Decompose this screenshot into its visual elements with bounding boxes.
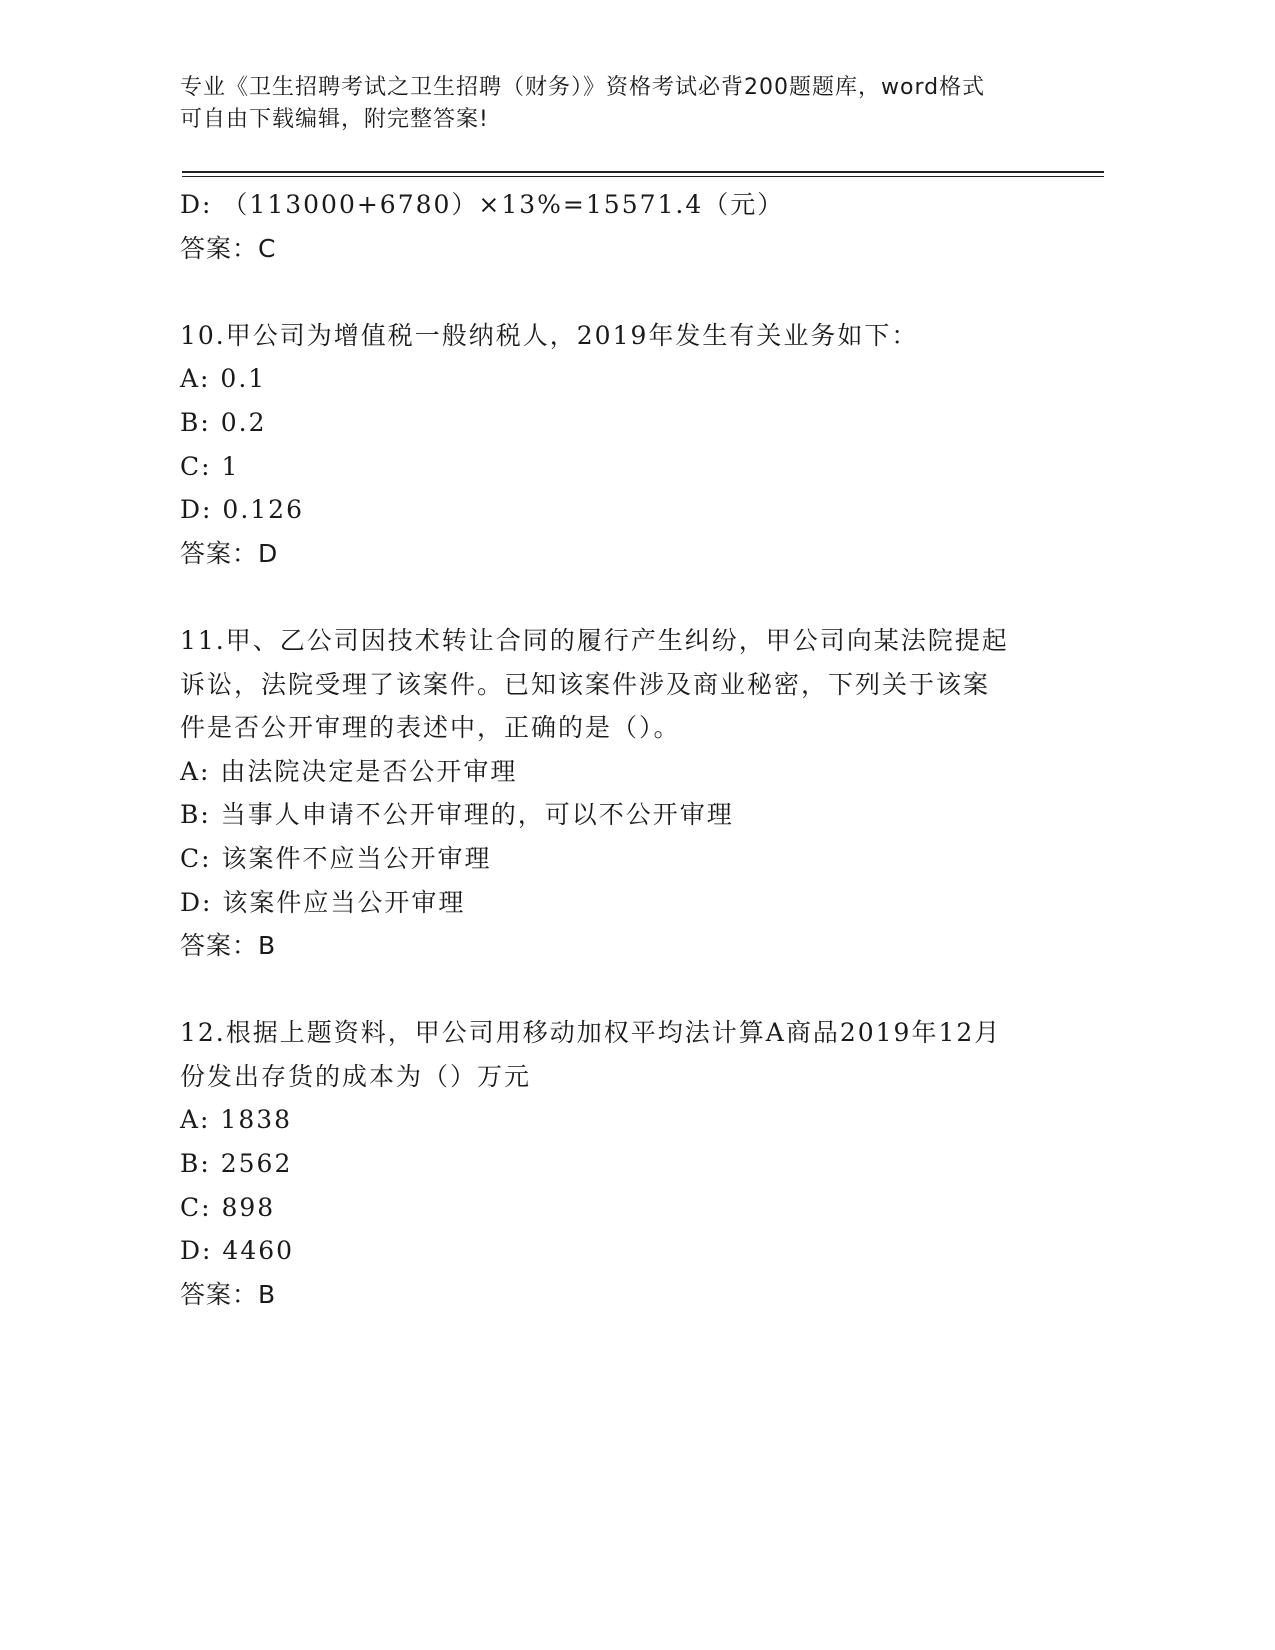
spacer xyxy=(180,575,1080,619)
option-c: C: 该案件不应当公开审理 xyxy=(180,843,492,873)
option-a: A: 由法院决定是否公开审理 xyxy=(180,756,518,786)
question-stem-line-3: 件是否公开审理的表述中，正确的是（）。 xyxy=(180,713,681,743)
question-stem: 10.甲公司为增值税一般纳税人，2019年发生有关业务如下： xyxy=(180,320,919,350)
option-c: C: 1 xyxy=(180,451,240,481)
option-b: B: 2562 xyxy=(180,1149,293,1179)
prev-option-d: D: （113000+6780）×13%=15571.4（元） xyxy=(180,190,785,219)
option-b: B: 当事人申请不公开审理的，可以不公开审理 xyxy=(180,800,734,830)
spacer xyxy=(180,968,1080,1012)
question-stem-line-2: 诉讼，法院受理了该案件。已知该案件涉及商业秘密，下列关于该案 xyxy=(180,669,991,699)
spacer xyxy=(180,270,1080,314)
option-a: A: 1838 xyxy=(180,1105,293,1135)
answer: 答案：D xyxy=(180,538,279,568)
option-d: D: 0.126 xyxy=(180,495,304,525)
option-d: D: 4460 xyxy=(180,1236,295,1266)
question-stem-line-1: 12.根据上题资料，甲公司用移动加权平均法计算A商品2019年12月 xyxy=(180,1018,1002,1048)
answer: 答案：B xyxy=(180,1279,277,1309)
question-10 xyxy=(180,314,1080,576)
header-title-line2: 可自由下载编辑，附完整答案! xyxy=(180,107,489,132)
option-a: A: 0.1 xyxy=(180,364,267,394)
answer: 答案：B xyxy=(180,931,277,961)
question-12 xyxy=(180,1011,1080,1316)
prev-answer: 答案：C xyxy=(180,233,277,263)
document-header xyxy=(180,72,1060,136)
header-divider-thin xyxy=(182,176,1104,177)
header-title-line1: 专业《卫生招聘考试之卫生招聘（财务）》资格考试必背200题题库，word格式 xyxy=(180,75,986,100)
option-d: D: 该案件应当公开审理 xyxy=(180,887,466,917)
option-c: C: 898 xyxy=(180,1192,276,1222)
header-divider-thick xyxy=(182,171,1104,173)
question-11 xyxy=(180,619,1080,968)
option-b: B: 0.2 xyxy=(180,407,267,437)
question-stem-line-1: 11.甲、乙公司因技术转让合同的履行产生纠纷，甲公司向某法院提起 xyxy=(180,625,1009,655)
question-stem-line-2: 份发出存货的成本为（）万元 xyxy=(180,1061,532,1091)
document-body xyxy=(180,183,1080,1316)
